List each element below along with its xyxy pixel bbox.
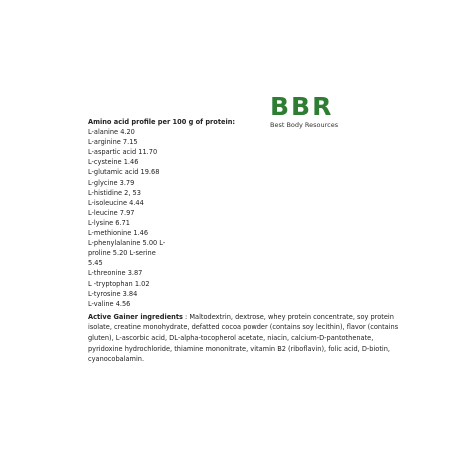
amino-acid-item: L-arginine 7.15 (88, 138, 138, 147)
product-description (88, 117, 408, 365)
amino-acid-item: L-lysine 6.71 (88, 218, 130, 227)
amino-acid-item: L-histidine 2, 53 (88, 188, 141, 197)
amino-acid-item: L-aspartic acid 11.70 (88, 148, 158, 157)
amino-acid-item: L-methionine 1.46 (88, 229, 149, 238)
amino-acid-item: L-isoleucine 4.44 (88, 198, 144, 207)
amino-acid-item: L-phenylalanine 5.00 L- (88, 239, 166, 248)
amino-acid-item: L-threonine 3.87 (88, 269, 143, 278)
amino-acid-item: L-glycine 3.79 (88, 178, 135, 187)
amino-acid-item: L-alanine 4.20 (88, 128, 135, 137)
amino-acid-item: L-tyrosine 3.84 (88, 289, 138, 298)
ingredients-label: Active Gainer ingredients (88, 312, 183, 321)
amino-acid-item: L-cysteine 1.46 (88, 158, 139, 167)
amino-acid-item: L-glutamic acid 19.68 (88, 168, 160, 177)
ingredients-paragraph (88, 312, 408, 365)
amino-acid-item: L-leucine 7.97 (88, 208, 135, 217)
logo-mark: BBR (270, 92, 334, 121)
logo-tagline: Best Body Resources (270, 121, 339, 129)
amino-acid-item: proline 5.20 L-serine (88, 249, 156, 258)
amino-acid-list (88, 127, 408, 309)
amino-profile-heading: Amino acid profile per 100 g of protein: (88, 118, 236, 126)
ingredients-text: : Maltodextrin, dextrose, whey protein concentrate, soy protein isolate, creatine monohydrate, defatted cocoa powder (contains soy lecithin), flavor (contains gluten), L-ascorbic acid, DL-alpha-tocopherol acetate, niacin, calcium-D-pantothenate, pyridoxine hydrochloride, thiamine mononitrate, vitamin B2 (riboflavin), folic acid, D-biotin, cyanocobalamin. (88, 312, 399, 364)
amino-acid-item: 5.45 (88, 259, 103, 268)
amino-acid-item: L -tryptophan 1.02 (88, 279, 150, 288)
amino-acid-item: L-valine 4.56 (88, 299, 131, 308)
